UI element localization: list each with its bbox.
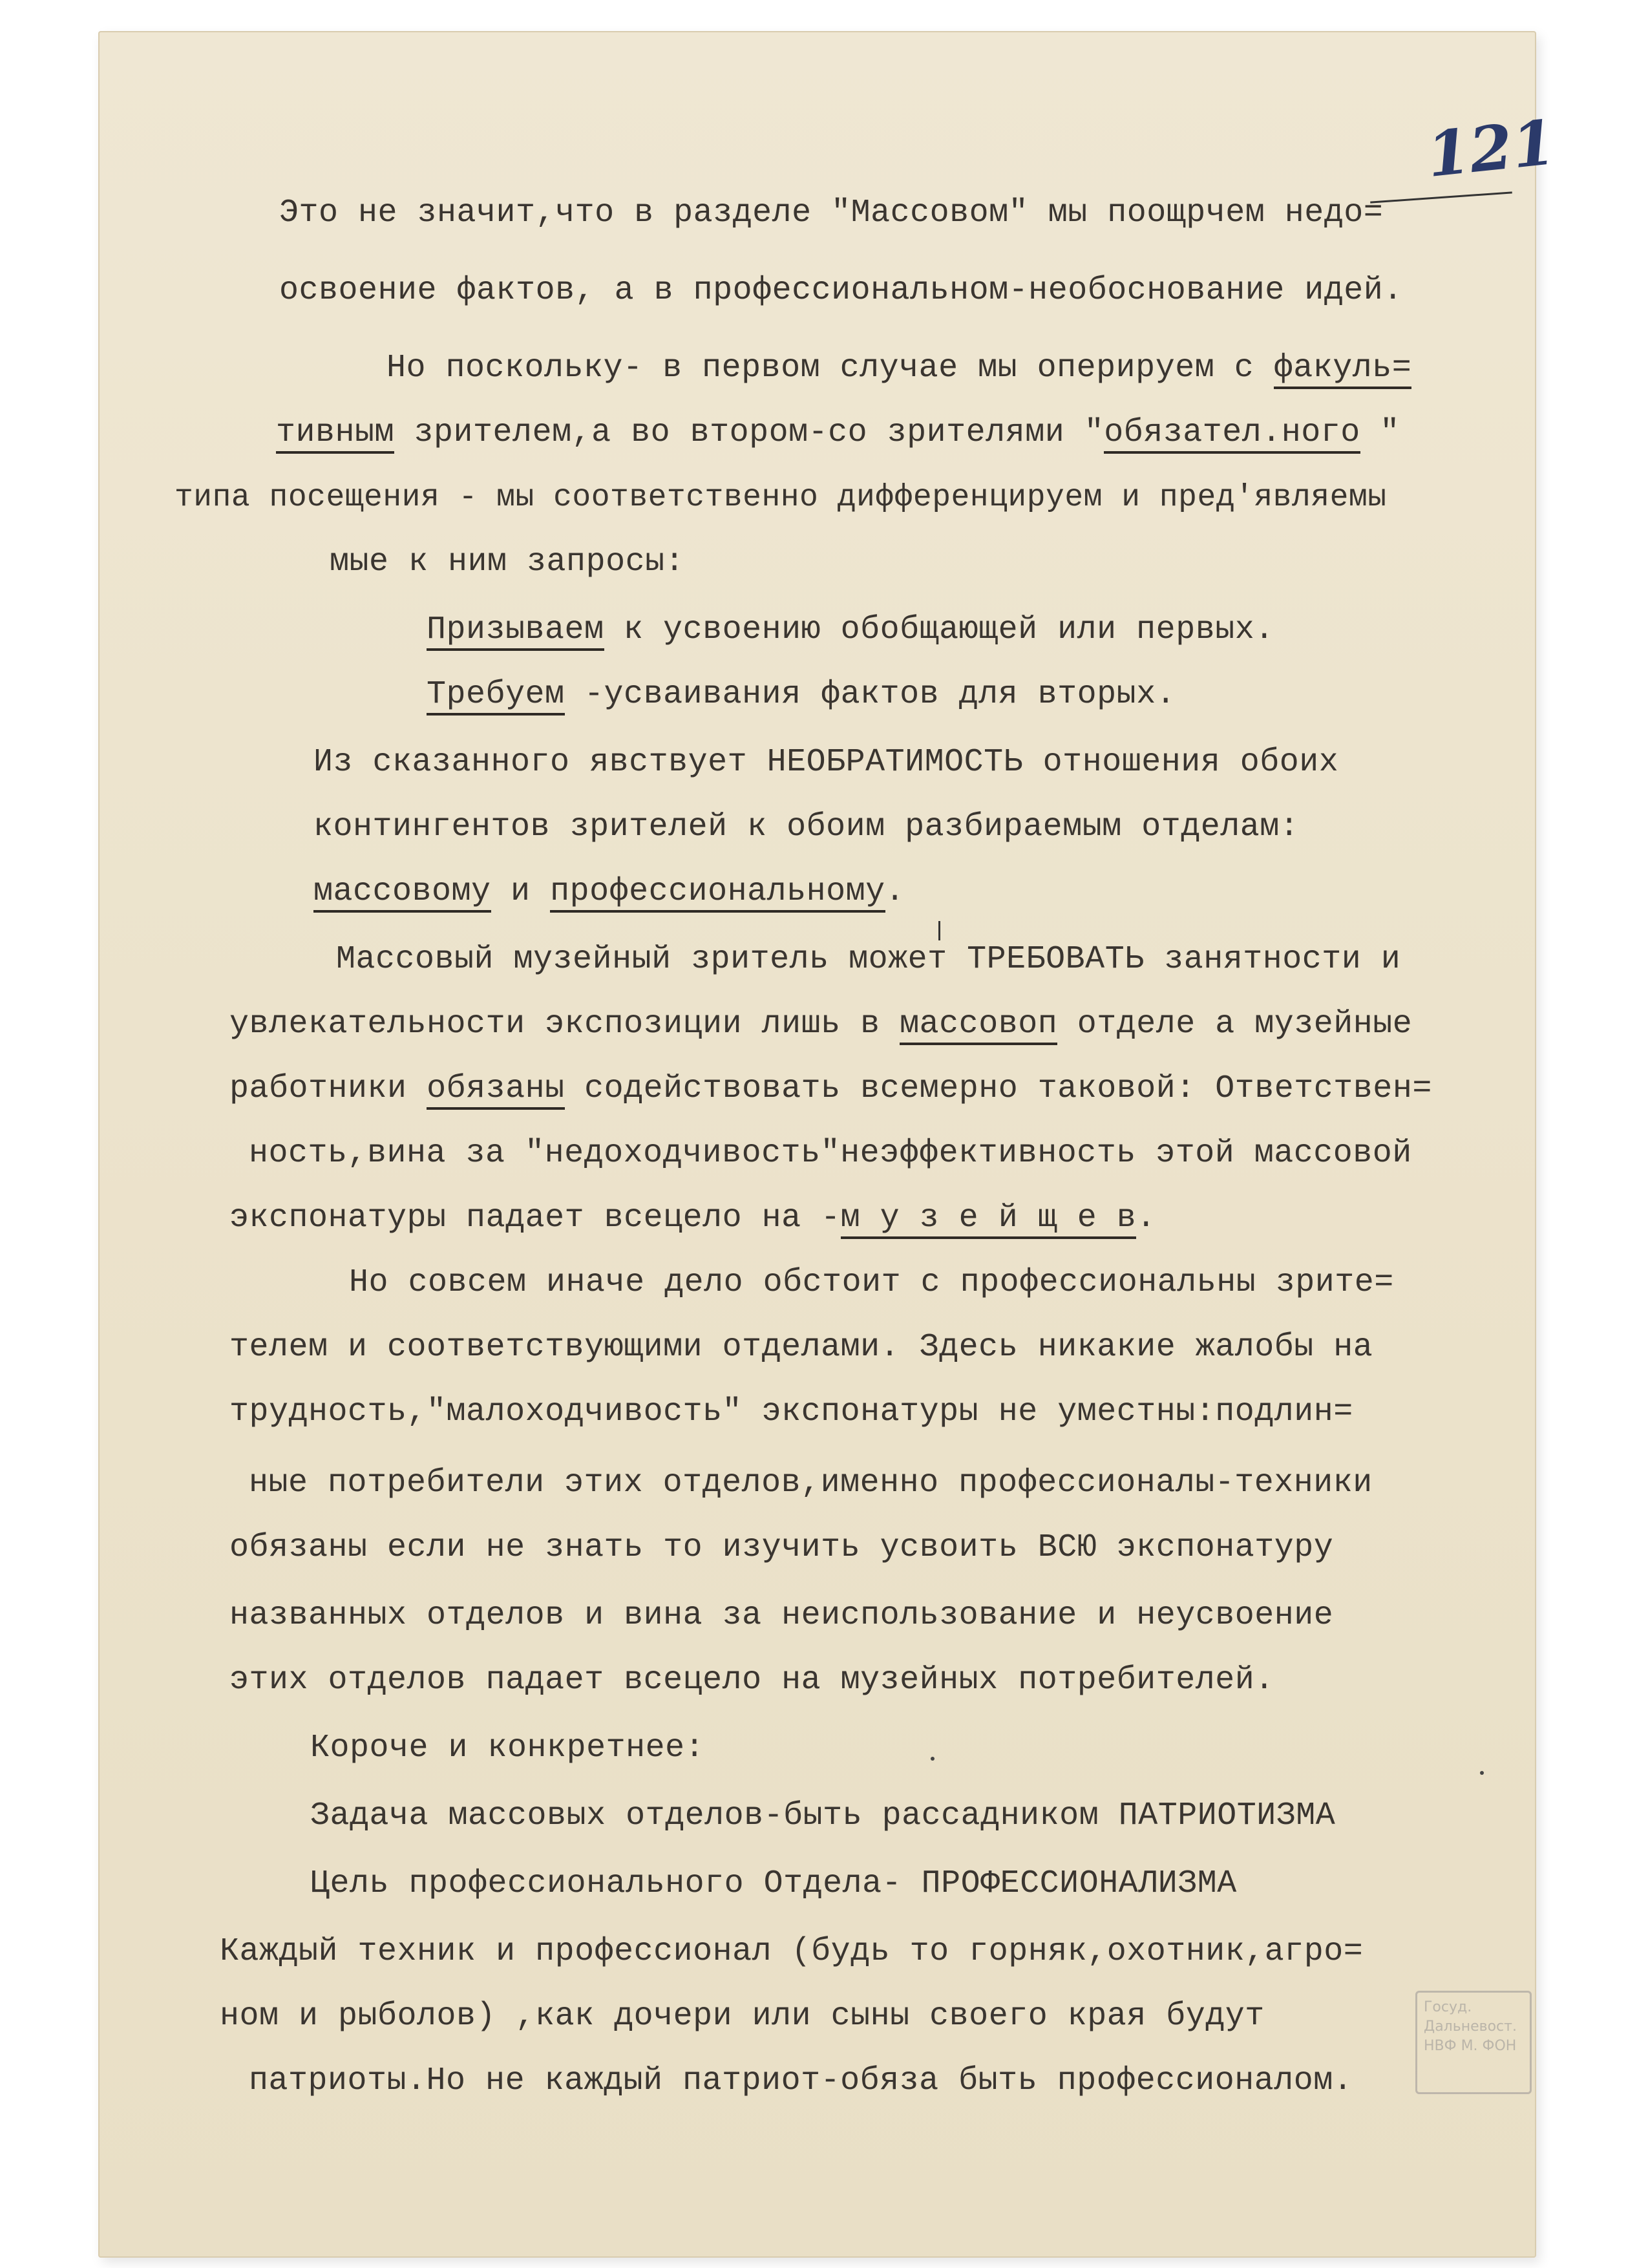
underlined-word: массовому (313, 873, 491, 913)
text-segment: экспонатуры падает всецело на - (229, 1200, 841, 1236)
ink-dot (1480, 1771, 1484, 1775)
underlined-word: обязател.ного (1104, 414, 1360, 454)
text-segment: . (1136, 1200, 1156, 1236)
underlined-word: обязаны (427, 1070, 565, 1110)
archive-stamp: Госуд. Дальневост. НВФ М. ФОН (1415, 1991, 1532, 2094)
text-line: контингентов зрителей к обоим разбираемым отделам: (313, 809, 1300, 845)
underlined-word: тивным (276, 414, 394, 454)
text-segment: Но поскольку- в первом случае мы оперируем с (386, 350, 1274, 387)
text-segment: -усваивания фактов для вторых. (564, 676, 1176, 713)
text-line (276, 414, 1400, 452)
text-line: ность,вина за "недоходчивость"неэффективность этой массовой (249, 1135, 1412, 1172)
text-line (386, 349, 1411, 388)
text-line: Из сказанного явствует НЕОБРАТИМОСТЬ отношения обоих (313, 744, 1339, 781)
text-line (229, 1070, 1432, 1108)
underlined-word: профессиональному (550, 873, 885, 913)
text-line: названных отделов и вина за неиспользование и неусвоение (229, 1597, 1334, 1634)
text-line (427, 611, 1274, 650)
text-line: патриоты.Но не каждый патриот-обяза быть профессионалом. (249, 2062, 1353, 2099)
underlined-word: Призываем (427, 611, 604, 651)
text-segment: и (491, 873, 551, 910)
text-segment: отделе а музейные (1057, 1006, 1413, 1043)
text-line: Это не значит,что в разделе "Массовом" мы поощрчем недо= (279, 195, 1384, 231)
text-line (229, 1005, 1412, 1044)
text-line: Массовый музейный зритель может ТРЕБОВАТЬ занятности и (336, 941, 1401, 978)
ink-dot (931, 1757, 935, 1761)
underlined-word: массовоп (900, 1006, 1057, 1045)
text-line (313, 873, 905, 911)
text-line: ном и рыболов) ,как дочери или сыны своего края будут (220, 1998, 1265, 2035)
text-line: ные потребители этих отделов,именно профессионалы-техники (249, 1465, 1373, 1501)
text-segment: к усвоению обобщающей или первых. (604, 611, 1274, 648)
text-line: типа посещения - мы соответственно дифференцируем и пред'являемы (174, 480, 1387, 515)
spaced-word: м у з е й щ е в (841, 1200, 1137, 1239)
text-segment: зрителем,а во втором-со зрителями " (394, 414, 1104, 451)
text-segment: содействовать всемерно таковой: Ответствен= (564, 1070, 1432, 1107)
text-line: Цель профессионального Отдела- ПРОФЕССИОНАЛИЗМА (310, 1865, 1237, 1902)
text-line (427, 675, 1176, 714)
text-line: освоение фактов, а в профессиональном-необоснование идей. (279, 272, 1403, 309)
text-line: Каждый техник и профессионал (будь то горняк,охотник,агро= (220, 1933, 1364, 1970)
text-line: Короче и конкретнее: (310, 1730, 705, 1766)
text-line: обязаны если не знать то изучить усвоить ВСЮ экспонатуру (229, 1529, 1334, 1566)
folio-number: 121 (1423, 106, 1559, 192)
text-line: Задача массовых отделов-быть рассадником ПАТРИОТИЗМА (310, 1797, 1336, 1834)
underlined-word: Требуем (427, 676, 565, 715)
text-line: мые к ним запросы: (330, 544, 685, 580)
underlined-word: факуль= (1274, 350, 1412, 389)
text-line: трудность,"малоходчивость" экспонатуры не уместны:подлин= (229, 1394, 1353, 1430)
text-line (229, 1199, 1156, 1238)
text-segment: увлекательности экспозиции лишь в (229, 1006, 900, 1043)
text-segment: . (885, 873, 905, 910)
text-line: телем и соответствующими отделами. Здесь никакие жалобы на (229, 1329, 1373, 1366)
text-segment: работники (229, 1070, 427, 1107)
text-line: Но совсем иначе дело обстоит с профессиональны зрите= (349, 1264, 1394, 1301)
text-segment: " (1360, 414, 1400, 451)
pencil-tick (938, 921, 940, 940)
text-line: этих отделов падает всецело на музейных потребителей. (229, 1662, 1274, 1699)
